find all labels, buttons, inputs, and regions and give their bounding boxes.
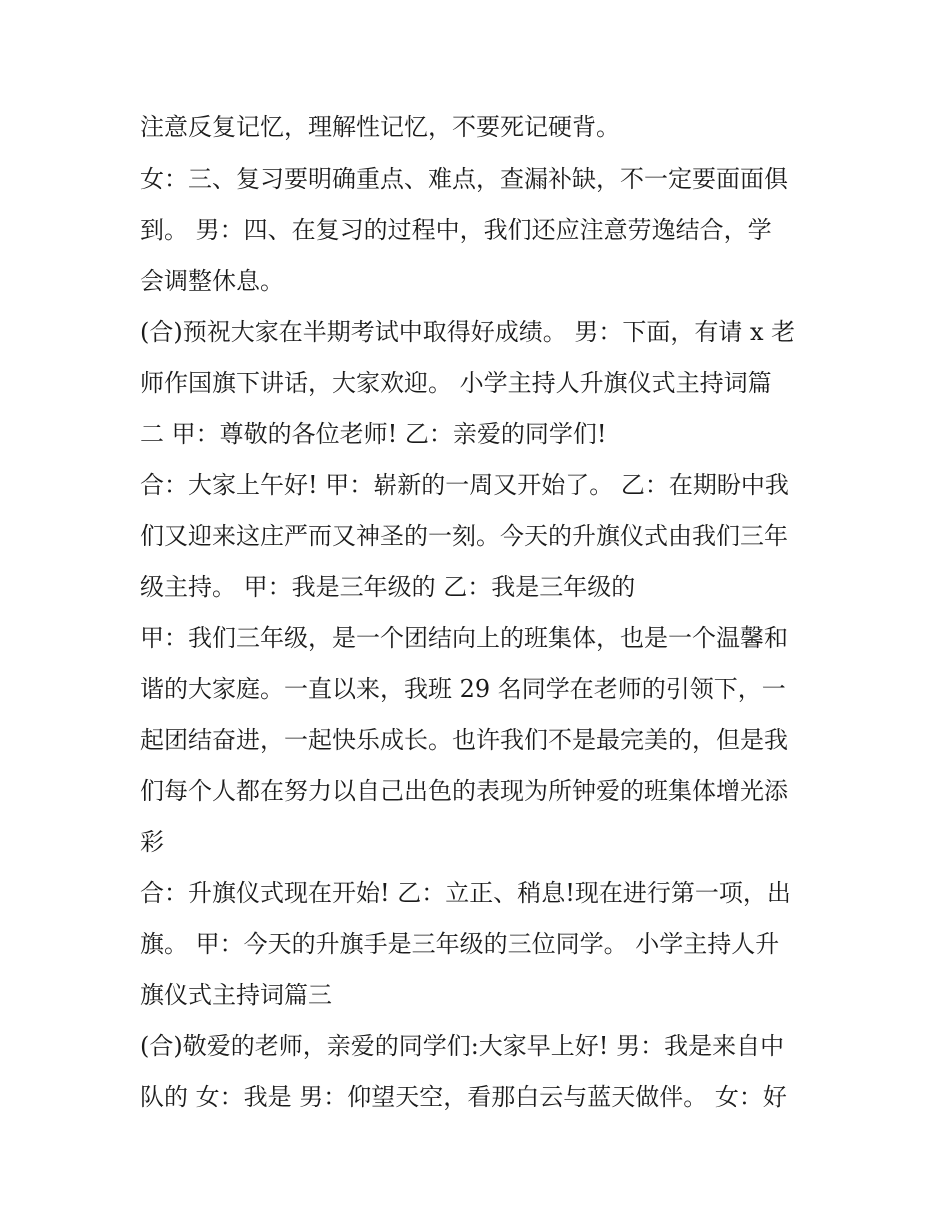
text-line: 们又迎来这庄严而又神圣的一刻。今天的升旗仪式由我们三年: [140, 522, 788, 550]
text-line: 们每个人都在努力以自己出色的表现为所钟爱的班集体增光添: [140, 777, 788, 805]
text-line: 合：大家上午好! 甲：崭新的一周又开始了。 乙：在期盼中我: [140, 471, 789, 499]
text-line: 队的 女：我是 男：仰望天空，看那白云与蓝天做伴。 女：好: [140, 1083, 787, 1111]
text-line: 会调整休息。: [140, 267, 284, 295]
text-line: 级主持。 甲：我是三年级的 乙：我是三年级的: [140, 573, 636, 601]
text-line: 二 甲：尊敬的各位老师! 乙：亲爱的同学们!: [140, 420, 607, 448]
text-line: 女：三、复习要明确重点、难点，查漏补缺，不一定要面面俱: [140, 165, 788, 193]
text-line: 谐的大家庭。一直以来，我班 29 名同学在老师的引领下，一: [140, 675, 786, 703]
text-line: 合：升旗仪式现在开始! 乙：立正、稍息!现在进行第一项，出: [140, 879, 791, 907]
text-line: (合)预祝大家在半期考试中取得好成绩。 男：下面，有请 x 老: [140, 318, 796, 346]
text-line: 旗。 甲：今天的升旗手是三年级的三位同学。 小学主持人升: [140, 930, 780, 958]
text-line: (合)敬爱的老师，亲爱的同学们:大家早上好! 男：我是来自中: [140, 1032, 785, 1060]
text-line: 到。 男：四、在复习的过程中，我们还应注意劳逸结合，学: [140, 216, 772, 244]
text-line: 起团结奋进，一起快乐成长。也许我们不是最完美的，但是我: [140, 726, 788, 754]
text-line: 旗仪式主持词篇三: [140, 981, 332, 1009]
text-line: 师作国旗下讲话，大家欢迎。 小学主持人升旗仪式主持词篇: [140, 369, 772, 397]
text-line: 彩: [140, 828, 164, 856]
text-line: 甲：我们三年级，是一个团结向上的班集体，也是一个温馨和: [140, 624, 788, 652]
text-line: 注意反复记忆，理解性记忆，不要死记硬背。: [140, 113, 620, 141]
